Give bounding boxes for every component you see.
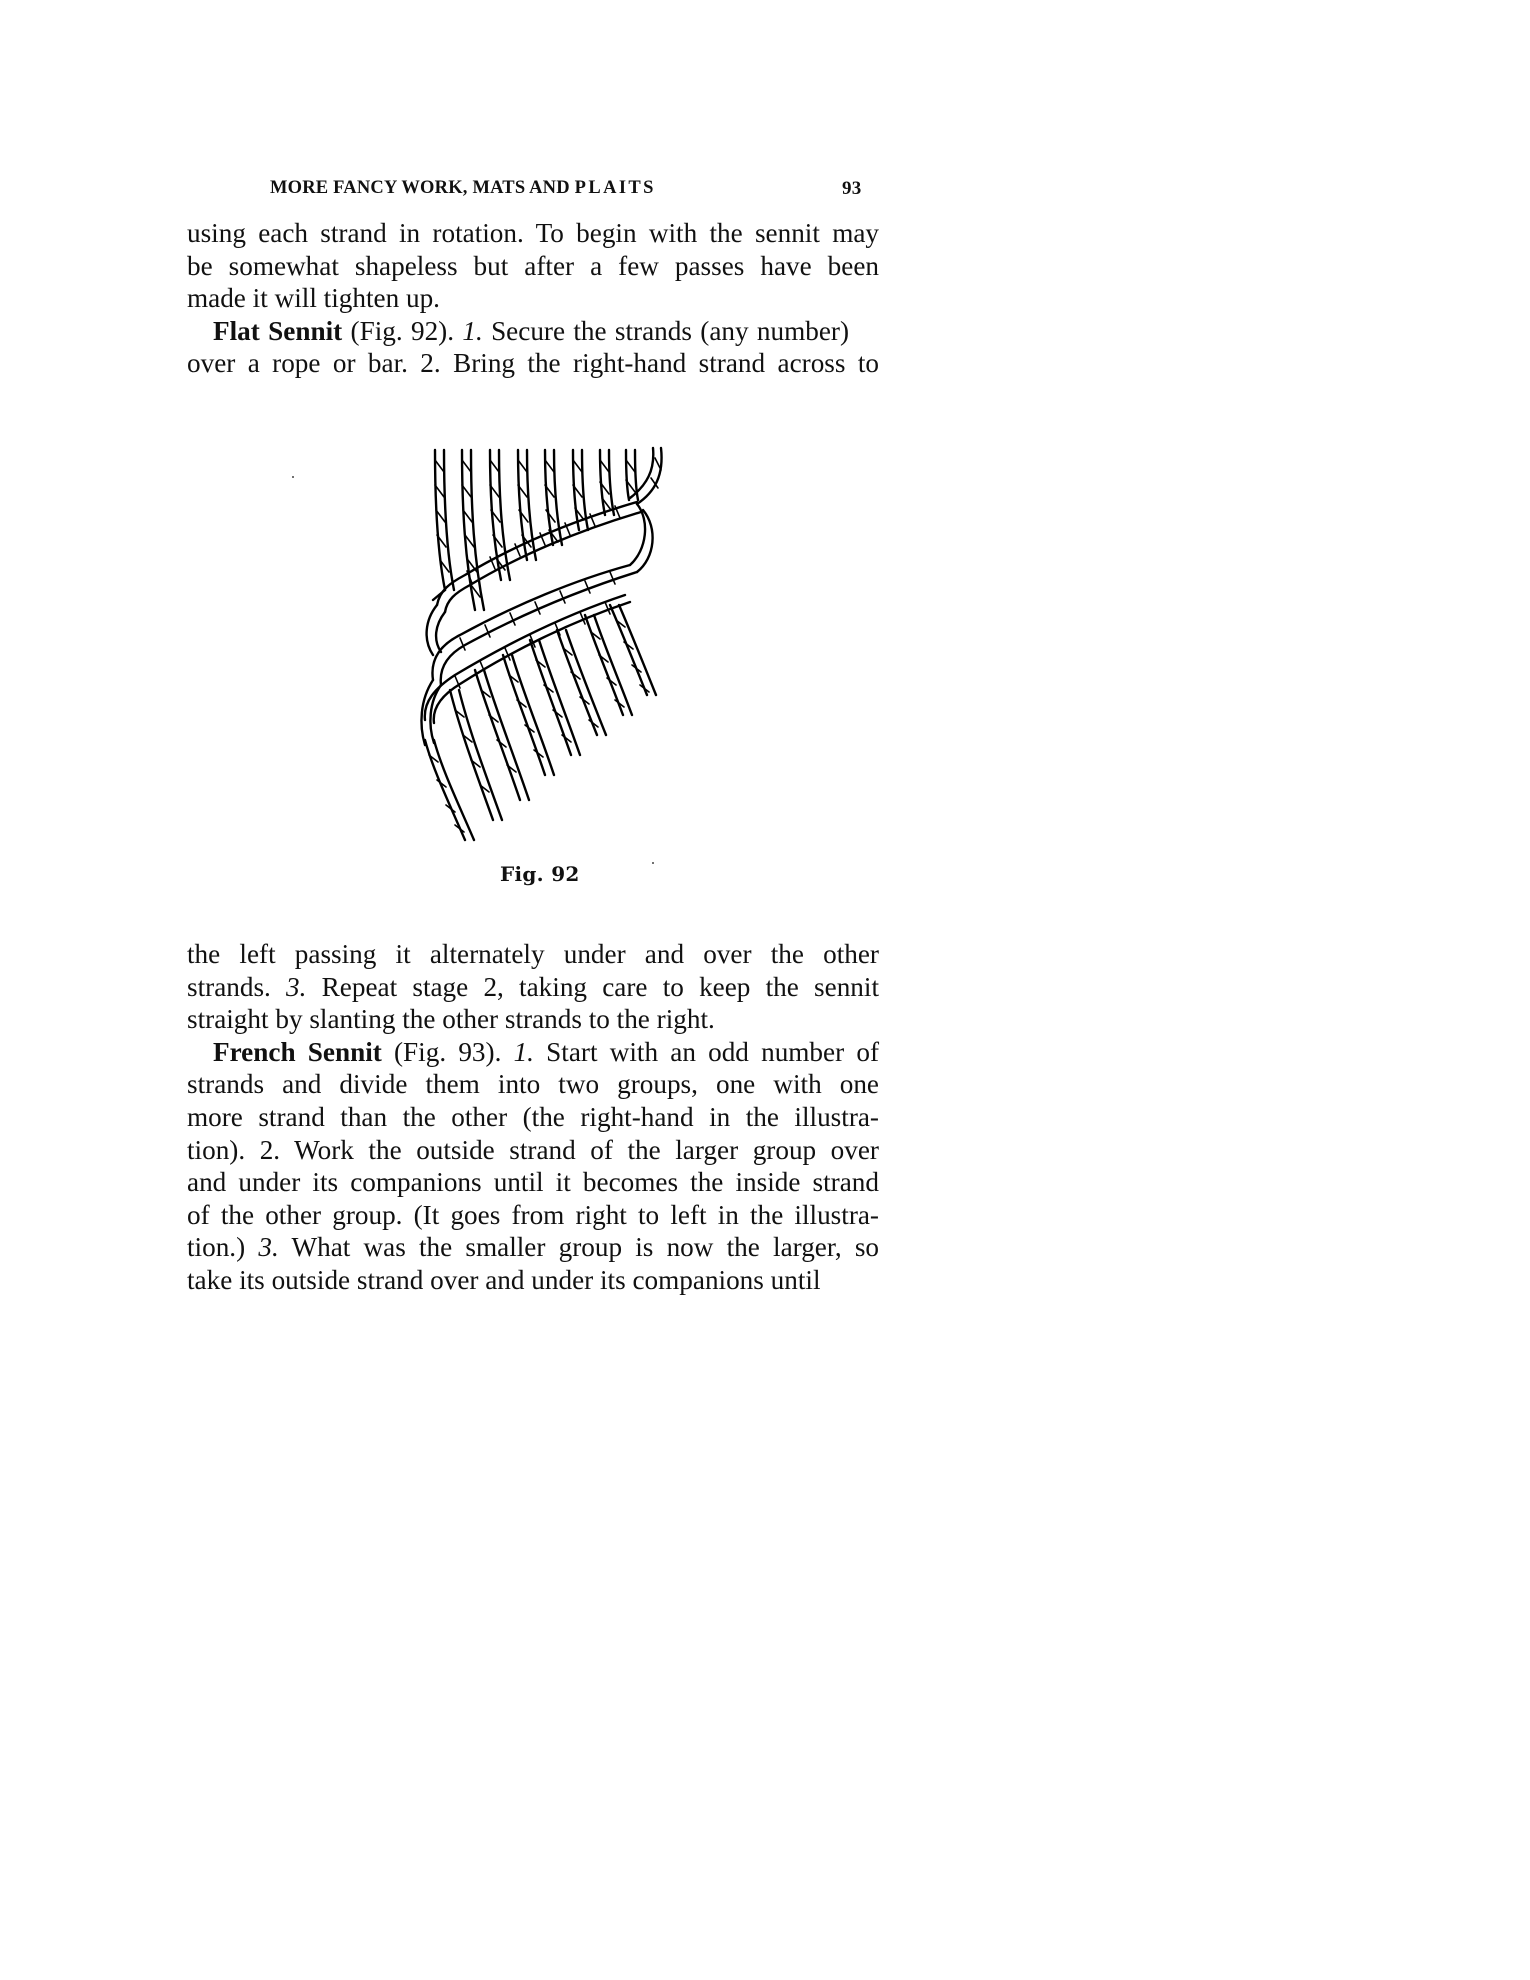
text-line: made it will tighten up. — [187, 283, 440, 314]
text-line — [187, 315, 849, 348]
paragraph-french-sennit — [187, 1036, 879, 1297]
text-line: strands and divide them into two groups, one with one — [187, 1069, 879, 1100]
chapter-title-part: MORE FANCY WORK, MATS AND — [270, 178, 575, 198]
text-run: What was the smaller group is now the larger, so — [278, 1232, 879, 1263]
step-number: 1. — [513, 1036, 534, 1067]
lower-strands — [425, 605, 656, 840]
figure-reference: (Fig. 92). — [342, 315, 463, 346]
step-number: 3. — [258, 1232, 279, 1263]
text-line: tion). 2. Work the outside strand of the larger group over — [187, 1134, 879, 1165]
figure-caption: Fig. 92 — [500, 862, 580, 886]
text-line: using each strand in rotation. To begin with the sennit may — [187, 218, 879, 248]
text-line: of the other group. (It goes from right to left in the illustra- — [187, 1199, 879, 1230]
text-run: strands. — [187, 971, 287, 1002]
chapter-title-part: PLAITS — [574, 178, 656, 198]
text-block-bottom — [187, 938, 879, 1297]
text-line: be somewhat shapeless but after a few passes have been — [187, 250, 879, 281]
running-head — [270, 178, 870, 204]
text-line: more strand than the other (the right-hand in the illustra- — [187, 1101, 879, 1132]
flat-sennit-illustration — [415, 440, 675, 850]
text-run: Repeat stage 2, taking care to keep the sennit — [306, 971, 879, 1002]
term-flat-sennit: Flat Sennit — [213, 315, 343, 346]
text-line: take its outside strand over and under its companions until — [187, 1264, 821, 1295]
text-line — [187, 971, 879, 1004]
paragraph-continued — [187, 217, 879, 315]
text-run: Start with an odd number of — [533, 1036, 879, 1067]
page-number: 93 — [842, 178, 862, 199]
text-line — [187, 1231, 879, 1264]
text-line: the left passing it alternately under and over the other — [187, 939, 879, 969]
text-line: straight by slanting the other strands to the right. — [187, 1004, 715, 1035]
text-run: Secure the strands (any number) — [482, 315, 850, 346]
scan-speck — [652, 862, 654, 864]
text-block-top — [187, 217, 879, 380]
figure-reference: (Fig. 93). — [381, 1036, 514, 1067]
chapter-title — [270, 178, 656, 199]
figure-flat-sennit — [415, 440, 675, 850]
text-line — [187, 1036, 879, 1069]
step-number: 1. — [462, 315, 483, 346]
paragraph-flat-sennit — [187, 315, 879, 380]
term-french-sennit: French Sennit — [213, 1036, 382, 1067]
text-line: and under its companions until it becomes the inside strand — [187, 1167, 879, 1198]
step-number: 3. — [286, 971, 307, 1002]
text-run: tion.) — [187, 1232, 259, 1263]
scan-speck — [292, 476, 294, 478]
text-line: over a rope or bar. 2. Bring the right-hand strand across to — [187, 348, 879, 379]
paragraph-flat-sennit-continued — [187, 938, 879, 1036]
